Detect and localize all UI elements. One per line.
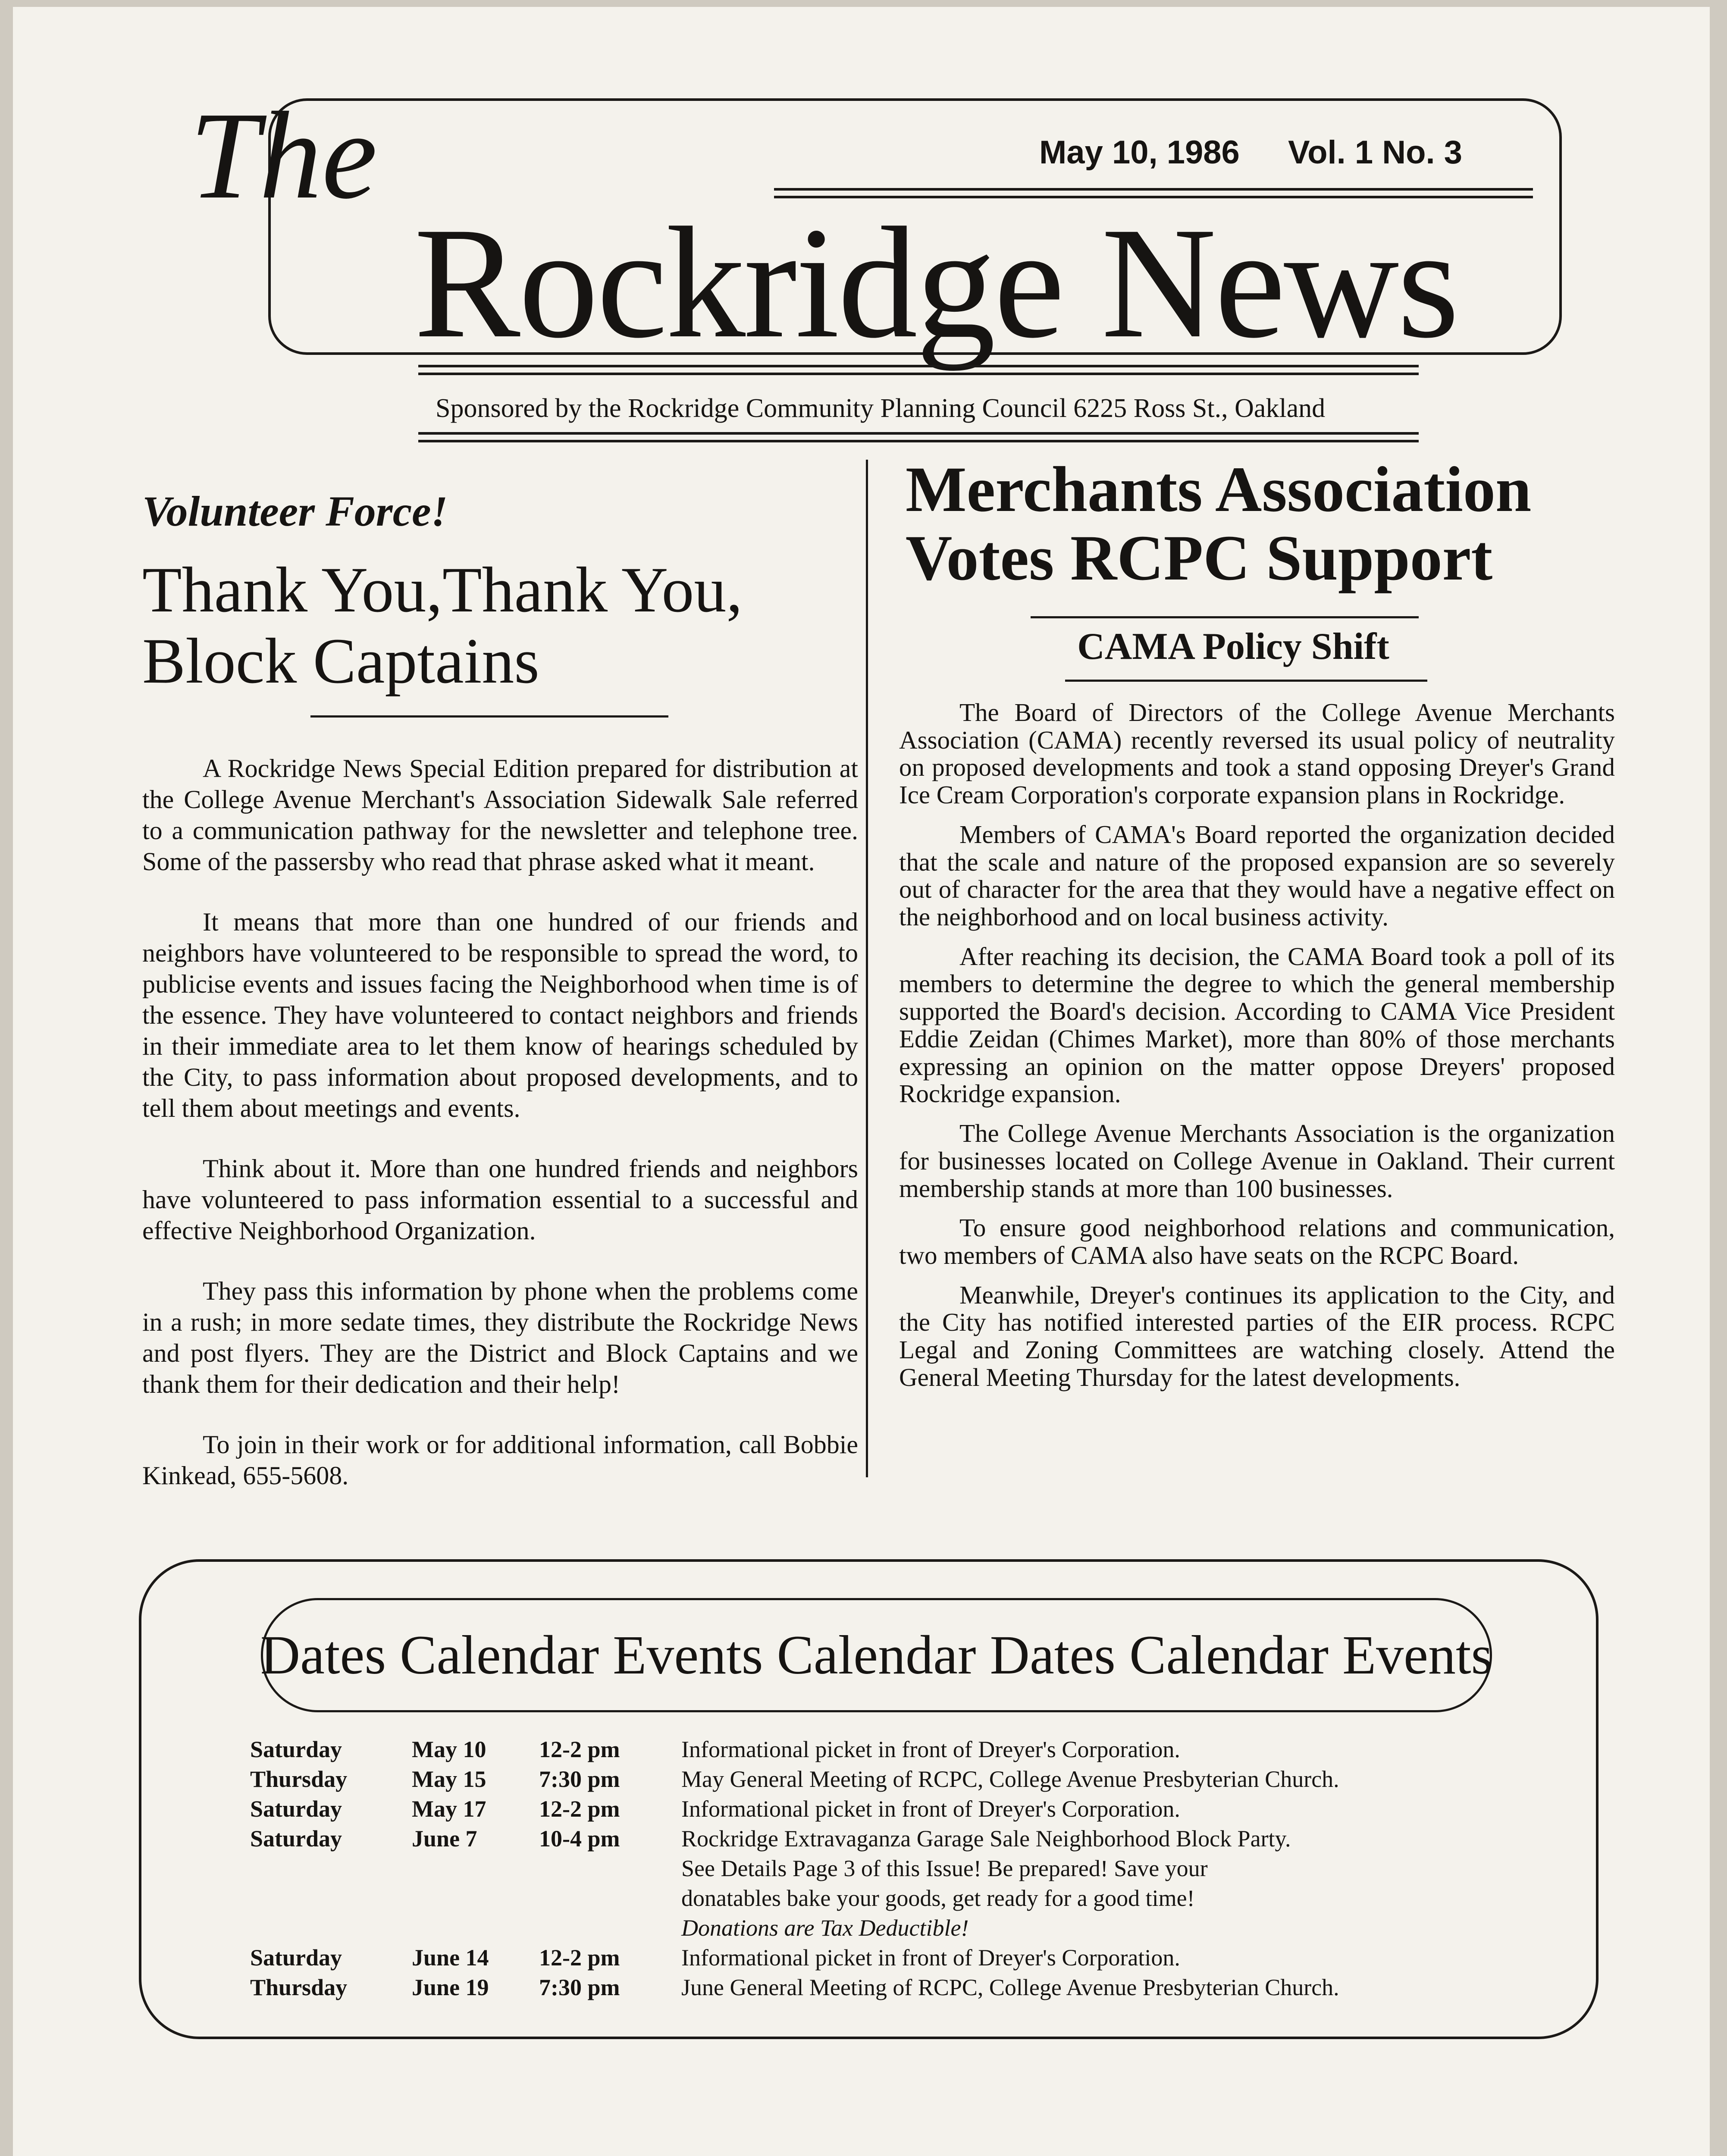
calendar-date: May 15 <box>412 1766 486 1792</box>
calendar-row <box>250 1855 1587 1885</box>
calendar-event: June General Meeting of RCPC, College Avenue Presbyterian Church. <box>681 1974 1339 2000</box>
newsletter-page <box>13 7 1710 2156</box>
right-paragraph: Members of CAMA's Board reported the organization decided that the scale and nature of the proposed expansion are so severely out of character for the area that they would have a negative effect on the neighborhood and on local business activity. <box>899 820 1615 931</box>
calendar-row <box>250 1915 1587 1944</box>
calendar-day: Saturday <box>250 1826 342 1852</box>
calendar-day <box>250 1885 412 1915</box>
left-paragraph: Think about it. More than one hundred friends and neighbors have volunteered to pass information essential to a successful and effective Neighborhood Organization. <box>142 1154 858 1245</box>
calendar-day: Saturday <box>250 1945 342 1971</box>
calendar-event-note: donatables bake your goods, get ready for a good time! <box>681 1885 1195 1911</box>
calendar-time: 7:30 pm <box>539 1766 620 1792</box>
right-paragraph: Meanwhile, Dreyer's continues its application to the City, and the City has notified interested parties of the EIR process. RCPC Legal and Zoning Committees are watching closely. Attend the General Meeting Thursday for the latest developments. <box>899 1280 1615 1391</box>
calendar-time <box>539 1915 681 1944</box>
left-article-kicker: Volunteer Force! <box>142 487 448 535</box>
right-paragraph: After reaching its decision, the CAMA Board took a poll of its members to determine the degree to which the general membership supported the Board's decision. According to CAMA Vice President Eddie Zeidan (Chimes Market), more than 80% of those merchants expressing an opinion on the matter oppose Dreyers' proposed Rockridge expansion. <box>899 942 1615 1108</box>
calendar-date <box>412 1915 539 1944</box>
left-article-headline: Thank You,Thank You, Block Captains <box>142 554 743 697</box>
calendar-event: Informational picket in front of Dreyer's Corporation. <box>681 1736 1180 1762</box>
calendar-date <box>412 1855 539 1885</box>
issue-date: May 10, 1986 <box>1039 134 1240 171</box>
issue-volume: Vol. 1 No. 3 <box>1288 134 1463 171</box>
right-paragraph: The Board of Directors of the College Avenue Merchants Association (CAMA) recently reversed its usual policy of neutrality on proposed developments and took a stand opposing Dreyer's Grand Ice Cream Corporation's corporate expansion plans in Rockridge. <box>899 698 1615 809</box>
calendar-row <box>250 1974 1587 2004</box>
calendar-event: Rockridge Extravaganza Garage Sale Neighborhood Block Party. <box>681 1826 1291 1852</box>
calendar-event: Informational picket in front of Dreyer's Corporation. <box>681 1796 1180 1822</box>
calendar-row <box>250 1766 1587 1796</box>
calendar-time: 12-2 pm <box>539 1736 620 1762</box>
left-paragraph: They pass this information by phone when the problems come in a rush; in more sedate times, they distribute the Rockridge News and post flyers. They are the District and Block Captains and we thank them for their dedication and their help! <box>142 1277 858 1398</box>
subheadline-rule-bottom <box>1065 680 1427 682</box>
calendar-event: May General Meeting of RCPC, College Avenue Presbyterian Church. <box>681 1766 1339 1792</box>
calendar-date: May 17 <box>412 1796 486 1822</box>
right-article-body <box>899 699 1615 1404</box>
right-paragraph: The College Avenue Merchants Association is the organization for businesses located on College Avenue in Oakland. Their current membership stands at more than 100 businesses. <box>899 1119 1615 1203</box>
right-article-headline: Merchants Association Votes RCPC Support <box>906 454 1532 594</box>
calendar-row <box>250 1825 1587 1855</box>
calendar-day <box>250 1855 412 1885</box>
calendar-event-note: Donations are Tax Deductible! <box>681 1915 969 1941</box>
calendar-row <box>250 1736 1587 1766</box>
calendar-row <box>250 1885 1587 1915</box>
calendar-event-note: See Details Page 3 of this Issue! Be prepared! Save your <box>681 1855 1208 1881</box>
right-article-subheadline: CAMA Policy Shift <box>1077 626 1389 667</box>
sponsor-line: Sponsored by the Rockridge Community Planning Council 6225 Ross St., Oakland <box>436 394 1326 423</box>
calendar-time: 12-2 pm <box>539 1945 620 1971</box>
calendar-row <box>250 1944 1587 1974</box>
calendar-time: 10-4 pm <box>539 1826 620 1852</box>
left-article-rule <box>310 715 668 718</box>
left-paragraph: It means that more than one hundred of our friends and neighbors have volunteered to be responsible to spread the word, to publicise events and issues facing the Neighborhood when time is of the essence. They have volunteered to contact neighbors and friends in their immediate area to let them know of hearings scheduled by the City, to pass information about proposed developments, and to tell them about meetings and events. <box>142 908 858 1122</box>
calendar-date: June 19 <box>412 1974 489 2000</box>
calendar-day <box>250 1915 412 1944</box>
left-article-body <box>142 753 858 1520</box>
calendar-table <box>250 1736 1587 2004</box>
calendar-date <box>412 1885 539 1915</box>
issue-date-line <box>1039 136 1462 169</box>
right-paragraph: To ensure good neighborhood relations and communication, two members of CAMA also have seats on the RCPC Board. <box>899 1213 1615 1269</box>
calendar-row <box>250 1796 1587 1825</box>
calendar-day: Thursday <box>250 1974 348 2000</box>
calendar-time <box>539 1885 681 1915</box>
calendar-date: May 10 <box>412 1736 486 1762</box>
calendar-day: Saturday <box>250 1736 342 1762</box>
sponsor-rule-top <box>418 365 1419 375</box>
left-paragraph: A Rockridge News Special Edition prepared for distribution at the College Avenue Merchant's Association Sidewalk Sale referred to a communication pathway for the newsletter and telephone tree. Some of the passersby who read that phrase asked what it meant. <box>142 754 858 876</box>
calendar-date: June 14 <box>412 1945 489 1971</box>
masthead-title: Rockridge News <box>414 194 1458 371</box>
calendar-day: Saturday <box>250 1796 342 1822</box>
calendar-event: Informational picket in front of Dreyer's Corporation. <box>681 1945 1180 1971</box>
calendar-time <box>539 1855 681 1885</box>
calendar-time: 7:30 pm <box>539 1974 620 2000</box>
calendar-day: Thursday <box>250 1766 348 1792</box>
calendar-date: June 7 <box>412 1826 477 1852</box>
subheadline-rule-top <box>1031 616 1419 618</box>
calendar-time: 12-2 pm <box>539 1796 620 1822</box>
left-paragraph: To join in their work or for additional information, call Bobbie Kinkead, 655-5608. <box>142 1430 858 1490</box>
sponsor-rule-bottom <box>418 432 1419 442</box>
column-divider <box>866 460 868 1477</box>
calendar-banner: Dates Calendar Events Calendar Dates Calendar Events <box>261 1598 1492 1712</box>
masthead-the-label: The <box>190 86 377 225</box>
